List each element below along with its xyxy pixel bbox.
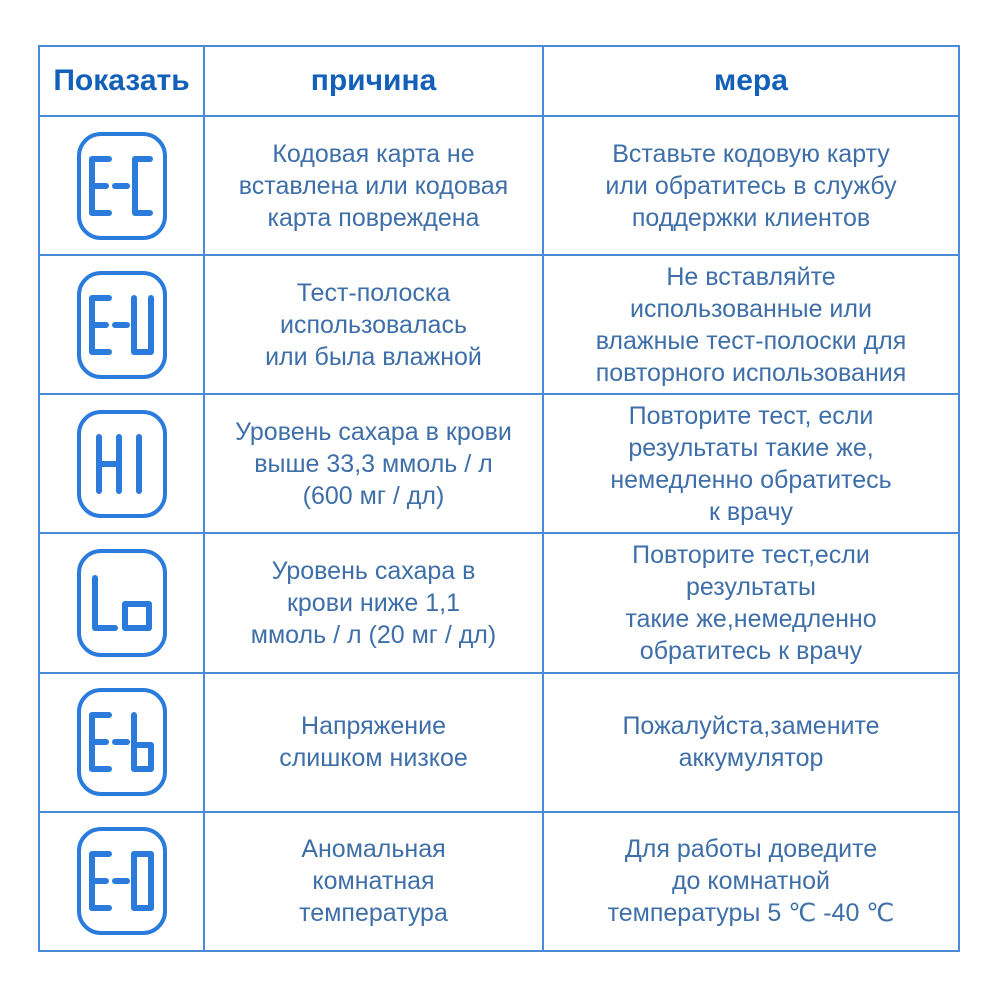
cause-text: Уровень сахара в крови ниже 1,1 ммоль / л (20 мг / дл) xyxy=(250,557,497,650)
cause-text: Уровень сахара в крови выше 33,3 ммоль / л (600 мг / дл) xyxy=(235,417,512,510)
table-row xyxy=(39,673,959,812)
header-cause: причина xyxy=(204,46,543,116)
error-e-b-display-icon xyxy=(77,688,167,796)
action-cell xyxy=(543,255,959,394)
code-cell xyxy=(39,533,204,672)
action-text: Для работы доведите до комнатной температуры 5 ℃ -40 ℃ xyxy=(607,835,895,928)
action-text: Повторите тест,если результаты такие же,немедленно обратитесь к врачу xyxy=(625,541,877,666)
cause-cell xyxy=(204,673,543,812)
table-row xyxy=(39,116,959,255)
cause-cell xyxy=(204,533,543,672)
code-cell xyxy=(39,812,204,951)
code-cell xyxy=(39,673,204,812)
action-cell xyxy=(543,533,959,672)
code-cell xyxy=(39,394,204,533)
action-cell xyxy=(543,394,959,533)
action-text: Пожалуйста,замените аккумулятор xyxy=(622,712,880,773)
table-row xyxy=(39,812,959,951)
cause-cell xyxy=(204,255,543,394)
action-cell xyxy=(543,812,959,951)
cause-text: Напряжение слишком низкое xyxy=(279,712,468,773)
error-lo-display-icon xyxy=(77,549,167,657)
error-code-table xyxy=(38,45,960,952)
cause-cell xyxy=(204,812,543,951)
error-e-u-display-icon xyxy=(77,271,167,379)
error-hi-display-icon xyxy=(77,410,167,518)
table-row xyxy=(39,394,959,533)
cause-text: Аномальная комнатная температура xyxy=(299,835,448,928)
action-cell xyxy=(543,673,959,812)
cause-text: Кодовая карта не вставлена или кодовая карта повреждена xyxy=(238,139,509,232)
action-text: Вставьте кодовую карту или обратитесь в службу поддержки клиентов xyxy=(605,139,897,232)
table-row xyxy=(39,533,959,672)
cause-cell xyxy=(204,116,543,255)
header-show: Показать xyxy=(39,46,204,116)
table-row xyxy=(39,255,959,394)
error-e-c-display-icon xyxy=(77,132,167,240)
action-text: Повторите тест, если результаты такие же, немедленно обратитесь к врачу xyxy=(610,401,892,526)
action-cell xyxy=(543,116,959,255)
cause-text: Тест-полоска использовалась или была влажной xyxy=(265,278,482,371)
code-cell xyxy=(39,255,204,394)
cause-cell xyxy=(204,394,543,533)
header-action: мера xyxy=(543,46,959,116)
error-e-0-display-icon xyxy=(77,827,167,935)
header-row xyxy=(39,46,959,116)
code-cell xyxy=(39,116,204,255)
action-text: Не вставляйте использованные или влажные тест-полоски для повторного использования xyxy=(595,262,907,387)
